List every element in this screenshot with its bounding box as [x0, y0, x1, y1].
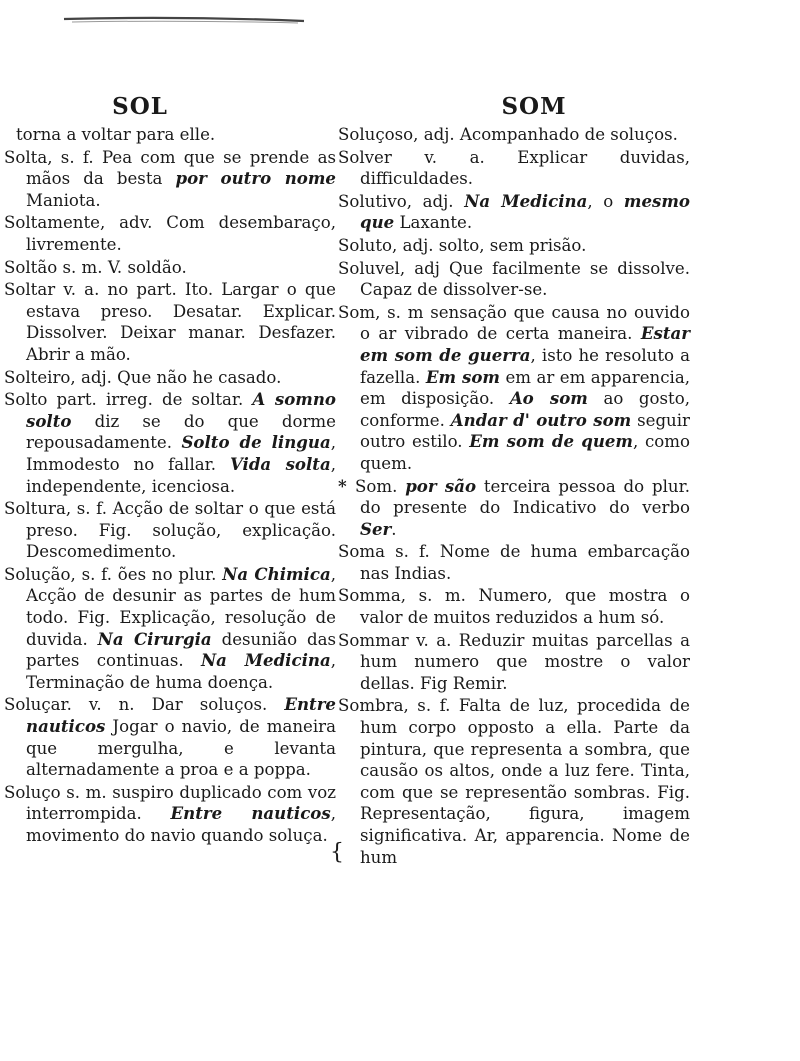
- italic-phrase: Na Medicina: [464, 190, 588, 211]
- italic-phrase: Entre nauticos: [170, 803, 331, 824]
- italic-phrase: Andar d' outro som: [450, 409, 632, 430]
- dictionary-entry: [338, 302, 690, 475]
- italic-phrase: Estar em som de guerra: [360, 323, 690, 365]
- dictionary-entry: [4, 389, 336, 497]
- headword: Somma: [338, 586, 401, 606]
- headword: Som: [355, 476, 393, 496]
- italic-phrase: por são: [405, 475, 477, 496]
- dictionary-entry: [4, 694, 336, 780]
- definition-text: Jogar o navio, de maneira que mergulha, e levanta alternadamente a proa e a poppa.: [26, 717, 336, 780]
- definition-text: . v. n. Dar soluços.: [66, 695, 285, 715]
- definition-text: , adj. Que não he casado.: [70, 367, 282, 387]
- italic-phrase: Ser: [360, 518, 392, 539]
- headword: Soluvel: [338, 258, 400, 278]
- italic-phrase: Vida solta: [229, 453, 331, 474]
- definition-text: , s. m. Numero, que mostra o valor de muitos reduzidos a hum só.: [360, 586, 690, 628]
- dictionary-entry: [338, 476, 690, 541]
- dictionary-entry: [338, 147, 690, 190]
- dictionary-entry: [338, 191, 690, 234]
- headword: Soluço: [4, 782, 61, 802]
- headword: Soltão: [4, 257, 58, 277]
- italic-phrase: Na Cirurgia: [97, 628, 212, 649]
- italic-phrase: A somno solto: [26, 389, 336, 431]
- definition-text: , o: [587, 191, 624, 211]
- right-entries: [338, 124, 690, 868]
- italic-phrase: Entre nauticos: [26, 694, 336, 737]
- italic-phrase: Na Medicina: [200, 650, 331, 671]
- headword: Soluto: [338, 235, 393, 255]
- headword: Soltamente: [4, 213, 100, 233]
- definition-text: em ar em apparencia, em disposição.: [360, 367, 690, 409]
- definition-text: Maniota.: [26, 190, 101, 210]
- headword: Solta: [4, 147, 48, 167]
- definition-text: diz se do que dorme repousadamente.: [26, 411, 336, 453]
- headword: Solver: [338, 147, 392, 167]
- running-head-left: SOL: [112, 93, 168, 120]
- definition-text: , s. f. Pea com que se prende as mãos da besta: [26, 147, 336, 189]
- definition-text: .: [392, 476, 406, 496]
- dictionary-entry: [338, 541, 690, 584]
- headword: Soltar: [4, 280, 56, 300]
- italic-phrase: Ao som: [509, 388, 588, 409]
- definition-text: , isto he resoluto a fazella.: [360, 345, 690, 387]
- dictionary-entry: [4, 212, 336, 255]
- definition-text: v. a. Explicar duvidas, difficuldades.: [360, 147, 690, 189]
- headword: Solto: [4, 390, 48, 410]
- definition-text: , Immodesto no fallar.: [26, 433, 336, 474]
- dictionary-entry: [4, 367, 336, 389]
- definition-text: desunião das partes continuas.: [26, 629, 337, 671]
- definition-text: v. a. no part. Ito. Largar o que estava preso. Desatar. Explicar. Dissolver. Deixar manar. Desfazer. Abrir a mão.: [26, 280, 336, 364]
- dictionary-entry: [4, 498, 336, 563]
- dictionary-entry: [338, 630, 690, 695]
- dictionary-entry: [338, 124, 690, 146]
- dictionary-entry: [338, 695, 690, 868]
- headword: Soluçar: [4, 695, 67, 715]
- italic-phrase: Na Chimica: [222, 563, 331, 584]
- definition-text: ao gosto, conforme.: [360, 389, 690, 430]
- definition-text: , adj Que facilmente se dissolve. Capaz de dissolver-se.: [360, 258, 690, 300]
- definition-text: s. m. suspiro duplicado com voz interrompida.: [26, 782, 336, 824]
- asterisk-mark: *: [338, 475, 355, 496]
- definition-text: seguir outro estilo.: [360, 410, 690, 452]
- dictionary-entry: [338, 235, 690, 257]
- dictionary-entry: [338, 258, 690, 301]
- headword: Sombra: [338, 696, 404, 716]
- definition-text: , como quem.: [360, 432, 690, 473]
- definition-text: , Terminação de huma doença.: [26, 651, 336, 692]
- definition-text: , adv. Com desembaraço, livremente.: [26, 213, 336, 254]
- definition-text: part. irreg. de soltar.: [47, 390, 253, 410]
- definition-text: , s. f. ões no plur.: [70, 564, 223, 584]
- headword: Solteiro: [4, 367, 71, 387]
- definition-text: , adj. Acompanhado de soluços.: [413, 125, 678, 144]
- headword: Soluçoso: [338, 125, 414, 144]
- definition-text: , Acção de desunir as partes de hum todo. Fig. Explicação, resolução de duvida.: [26, 564, 336, 649]
- dictionary-entry: [4, 257, 336, 279]
- definition-text: , s. m sensação que causa no ouvido o ar vibrado de certa maneira.: [360, 302, 690, 344]
- definition-text: .: [391, 519, 397, 539]
- definition-text: , movimento do navio quando soluça.: [26, 804, 336, 845]
- italic-phrase: Solto de lingua: [181, 432, 331, 453]
- continuation-text: torna a voltar para elle.: [16, 125, 216, 144]
- headword: Solutivo: [338, 191, 407, 211]
- italic-phrase: Em som: [425, 366, 500, 387]
- headword: Sommar: [338, 630, 409, 650]
- decorative-rule: [62, 14, 306, 26]
- margin-bracket: {: [330, 840, 344, 865]
- right-column: [338, 92, 690, 869]
- italic-phrase: mesmo que: [360, 190, 690, 233]
- headword: Soltura: [4, 499, 66, 519]
- definition-text: s. m. V. soldão.: [57, 257, 187, 277]
- definition-text: Laxante.: [394, 213, 473, 233]
- italic-phrase: por outro nome: [175, 168, 336, 189]
- left-entries: [4, 147, 336, 847]
- dictionary-entry: [4, 279, 336, 365]
- definition-text: , s. f. Acção de soltar o que está preso. Fig. solução, explicação. Descomedimento.: [26, 499, 336, 562]
- definition-text: , s. f. Falta de luz, procedida de hum corpo opposto a ella. Parte da pintura, que representa a sombra, que causão os altos, onde a luz fere. Tinta, com que se representão sombras. Fig. Representação, figura, imagem significativa. Ar, apparencia. Nome de hum: [360, 696, 690, 867]
- definition-text: terceira pessoa do plur. do presente do Indicativo do verbo: [360, 476, 690, 518]
- definition-text: , adj.: [406, 191, 465, 211]
- definition-text: , adj. solto, sem prisão.: [392, 235, 587, 255]
- headword: Soma: [338, 542, 385, 562]
- headword: Solução: [4, 564, 71, 584]
- dictionary-entry: [4, 147, 336, 212]
- left-column: [4, 92, 336, 848]
- running-head-right: SOM: [501, 93, 567, 120]
- definition-text: v. a. Reduzir muitas parcellas a hum numero que mostre o valor dellas. Fig Remir.: [360, 630, 690, 693]
- dictionary-entry: [338, 585, 690, 628]
- italic-phrase: Em som de quem: [469, 431, 633, 452]
- definition-text: s. f. Nome de huma embarcação nas Indias.: [360, 542, 690, 583]
- definition-text: , independente, icenciosa.: [26, 454, 336, 496]
- dictionary-entry: [4, 782, 336, 847]
- dictionary-entry: [4, 564, 336, 694]
- headword: Som: [338, 302, 376, 322]
